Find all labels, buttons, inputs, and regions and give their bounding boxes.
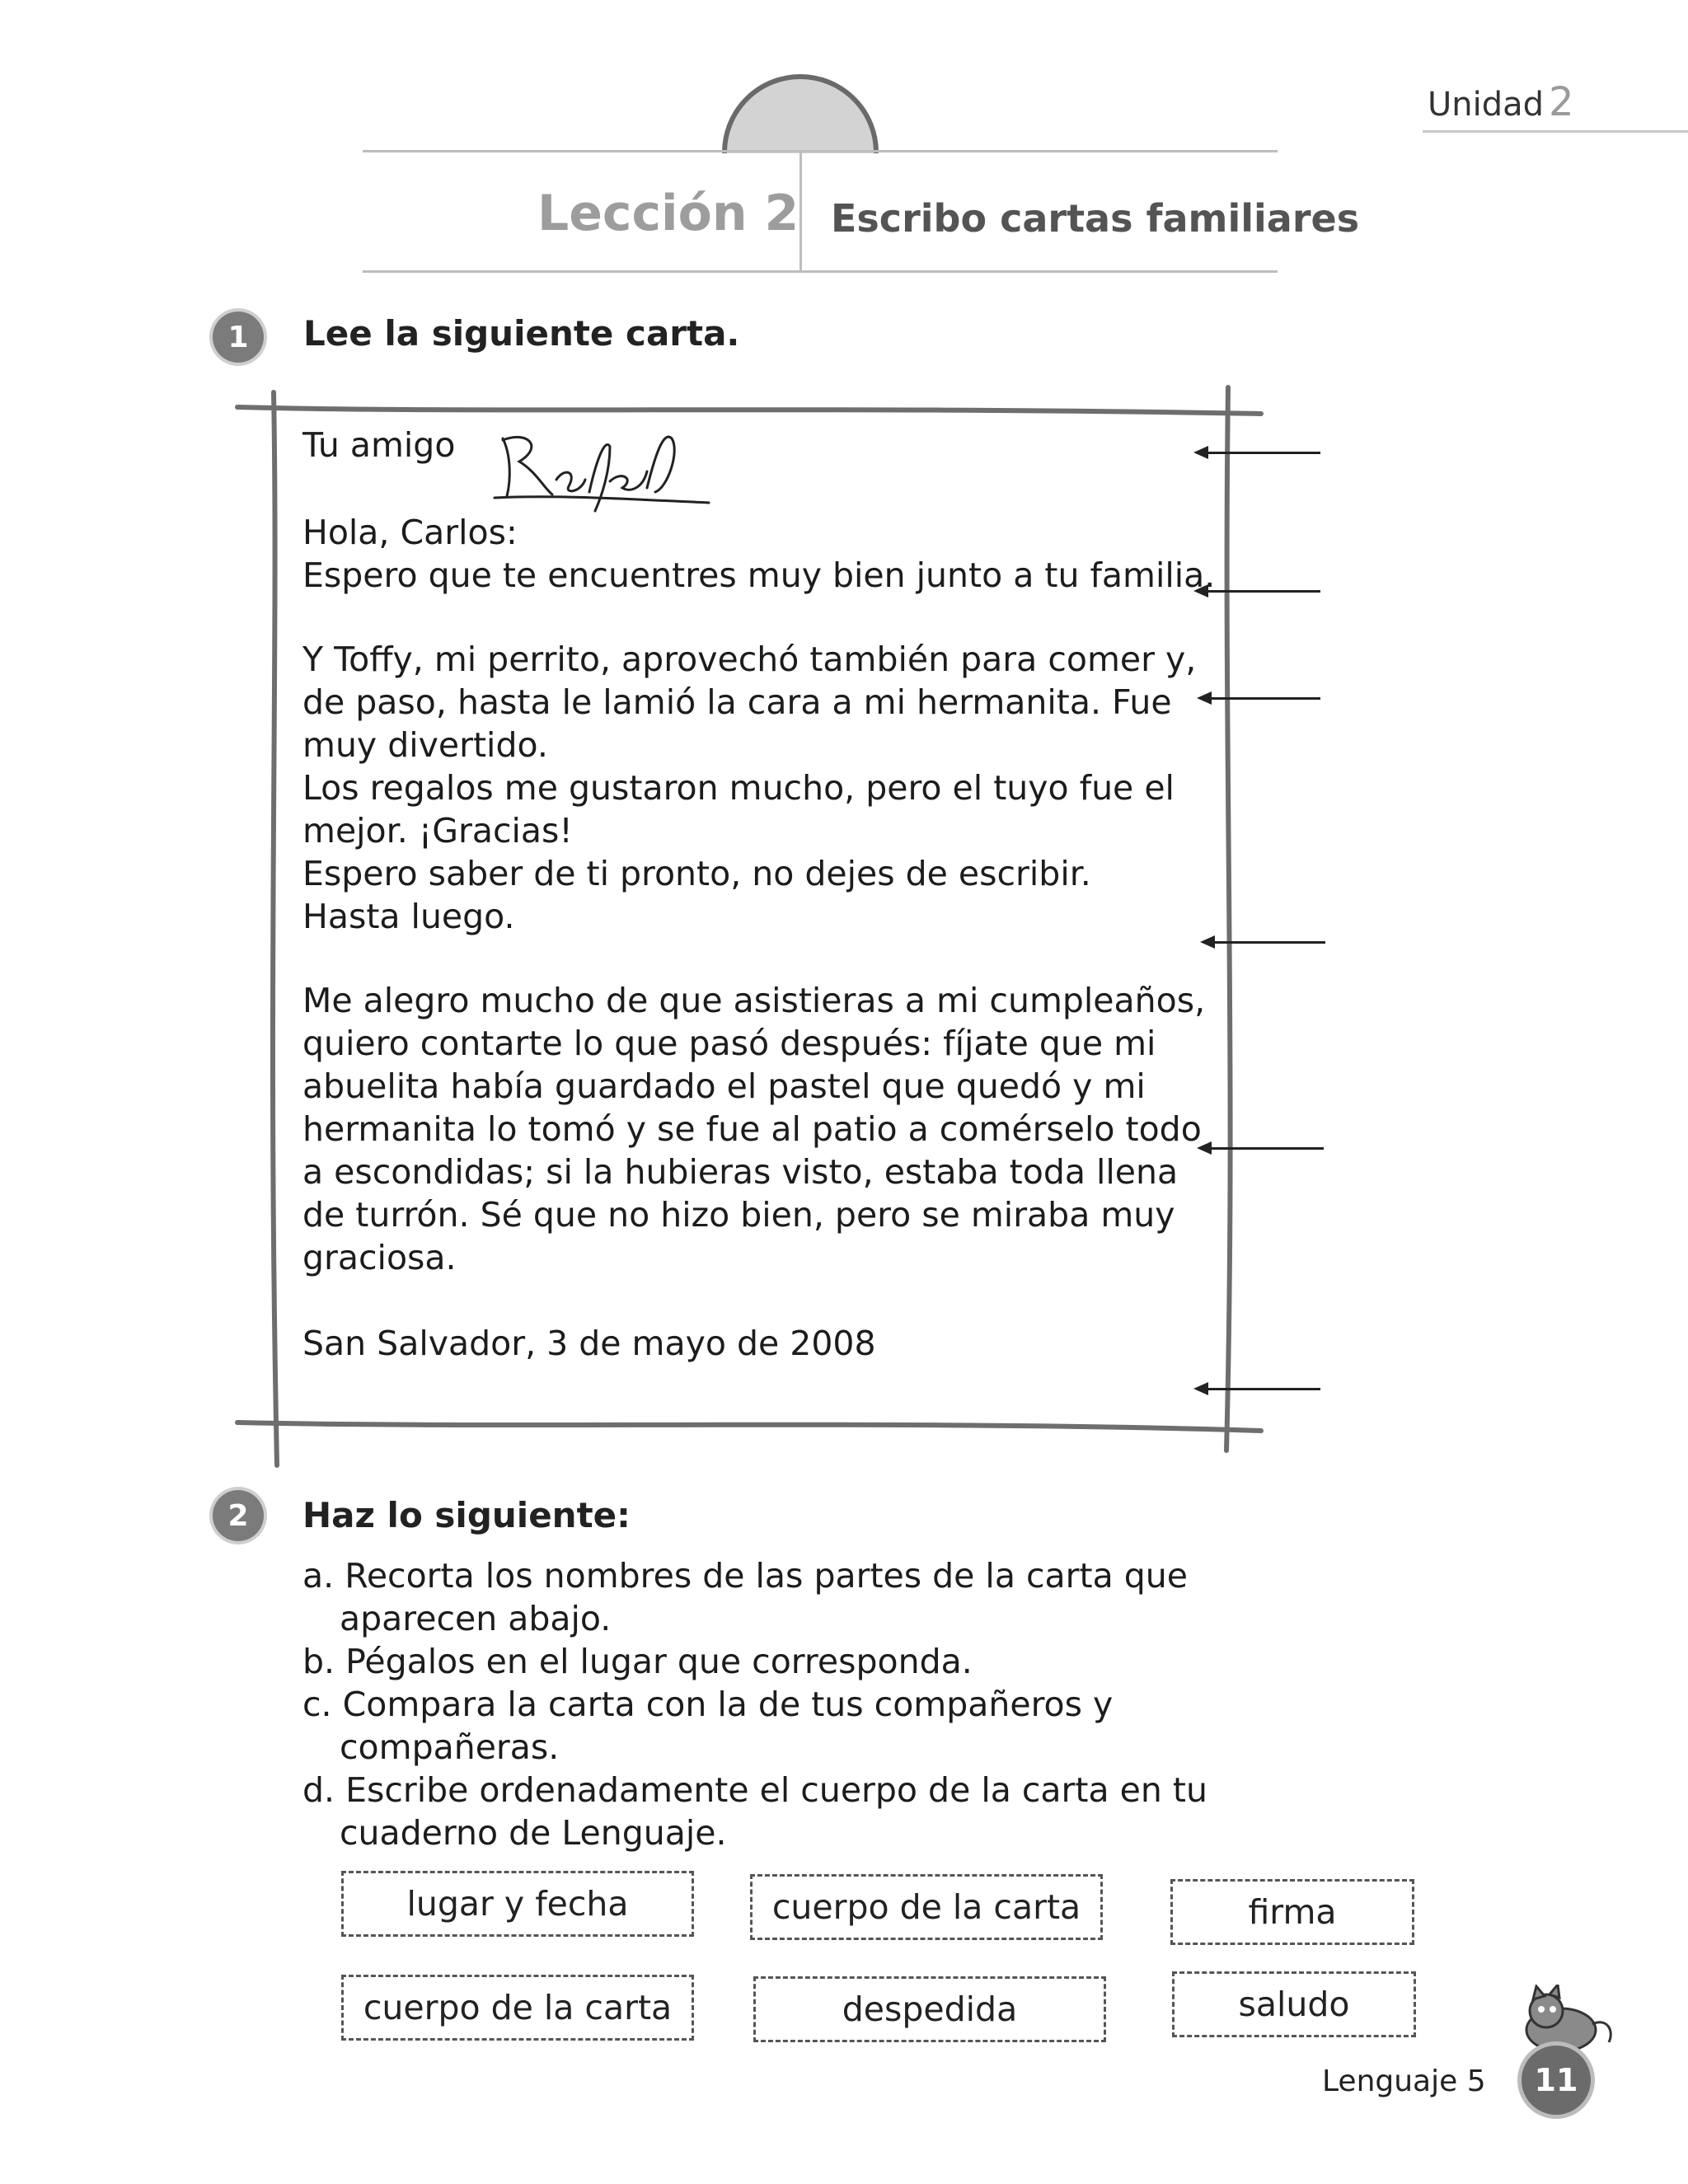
step-1-instruction: Lee la siguiente carta. [303,313,740,354]
letter-line: Y Toffy, mi perrito, aprovechó también para comer y, [302,640,1197,679]
instruction-item: d. Escribe ordenadamente el cuerpo de la carta en tu [302,1770,1207,1810]
arrow-left-icon [1197,452,1320,454]
instruction-item: aparecen abajo. [340,1599,612,1638]
arrow-left-icon [1200,697,1320,700]
unit-label: Unidad 2 [1428,79,1574,125]
instruction-item: c. Compara la carta con la de tus compañeros y [302,1685,1114,1724]
instruction-item: b. Pégalos en el lugar que corresponda. [302,1642,973,1681]
step-2-instruction: Haz lo siguiente: [302,1495,631,1535]
instruction-item: a. Recorta los nombres de las partes de la carta que [302,1556,1188,1596]
cutout-label[interactable]: lugar y fecha [341,1871,694,1937]
arrow-left-icon [1197,590,1320,593]
letter-line: Espero que te encuentres muy bien junto a tu familia. [302,555,1216,595]
cutout-label[interactable]: firma [1170,1879,1414,1945]
cutout-label[interactable]: despedida [753,1976,1106,2042]
header-semicircle [722,74,879,153]
unit-underline [1423,130,1688,133]
header-divider [799,152,802,270]
letter-line: a escondidas; si la hubieras visto, estaba toda llena [302,1152,1179,1192]
letter-line: muy divertido. [302,725,548,765]
step-2-badge: 2 [213,1490,264,1541]
step-1-badge: 1 [213,312,264,363]
arrow-left-icon [1200,1147,1324,1150]
page-number: 11 [1522,2046,1591,2115]
instruction-item: cuaderno de Lenguaje. [340,1813,727,1853]
cutout-label[interactable]: cuerpo de la carta [341,1975,694,2041]
letter-line: Hasta luego. [302,897,515,936]
header-top-rule [363,150,1278,152]
letter-line: Me alegro mucho de que asistieras a mi cumpleaños, [302,981,1206,1020]
arrow-left-icon [1197,1388,1320,1390]
footer-book-name: Lenguaje 5 [1322,2064,1486,2098]
arrow-left-icon [1203,941,1325,944]
letter-place-date-line: San Salvador, 3 de mayo de 2008 [302,1324,876,1363]
letter-line: graciosa. [302,1238,457,1277]
unit-number: 2 [1549,79,1574,125]
letter-closing-line: Tu amigo [302,425,456,465]
letter-line: Espero saber de ti pronto, no dejes de escribir. [302,854,1091,893]
signature-image [486,422,717,521]
instruction-item: compañeras. [340,1727,560,1767]
letter-line: mejor. ¡Gracias! [302,811,573,851]
header-bottom-rule [363,270,1278,273]
letter-line: abuelita había guardado el pastel que quedó y mi [302,1066,1146,1106]
cutout-label[interactable]: cuerpo de la carta [750,1874,1103,1940]
lesson-title: Escribo cartas familiares [831,196,1360,241]
letter-line: de paso, hasta le lamió la cara a mi hermanita. Fue [302,682,1172,722]
letter-line: quiero contarte lo que pasó después: fíjate que mi [302,1024,1156,1063]
letter-line: hermanita lo tomó y se fue al patio a comérselo todo [302,1109,1202,1149]
letter-line: Los regalos me gustaron mucho, pero el tuyo fue el [302,768,1175,808]
letter-greeting-line: Hola, Carlos: [302,513,518,552]
lesson-label: Lección 2 [537,185,799,242]
letter-line: de turrón. Sé que no hizo bien, pero se miraba muy [302,1195,1175,1235]
cutout-label[interactable]: saludo [1172,1971,1416,2037]
